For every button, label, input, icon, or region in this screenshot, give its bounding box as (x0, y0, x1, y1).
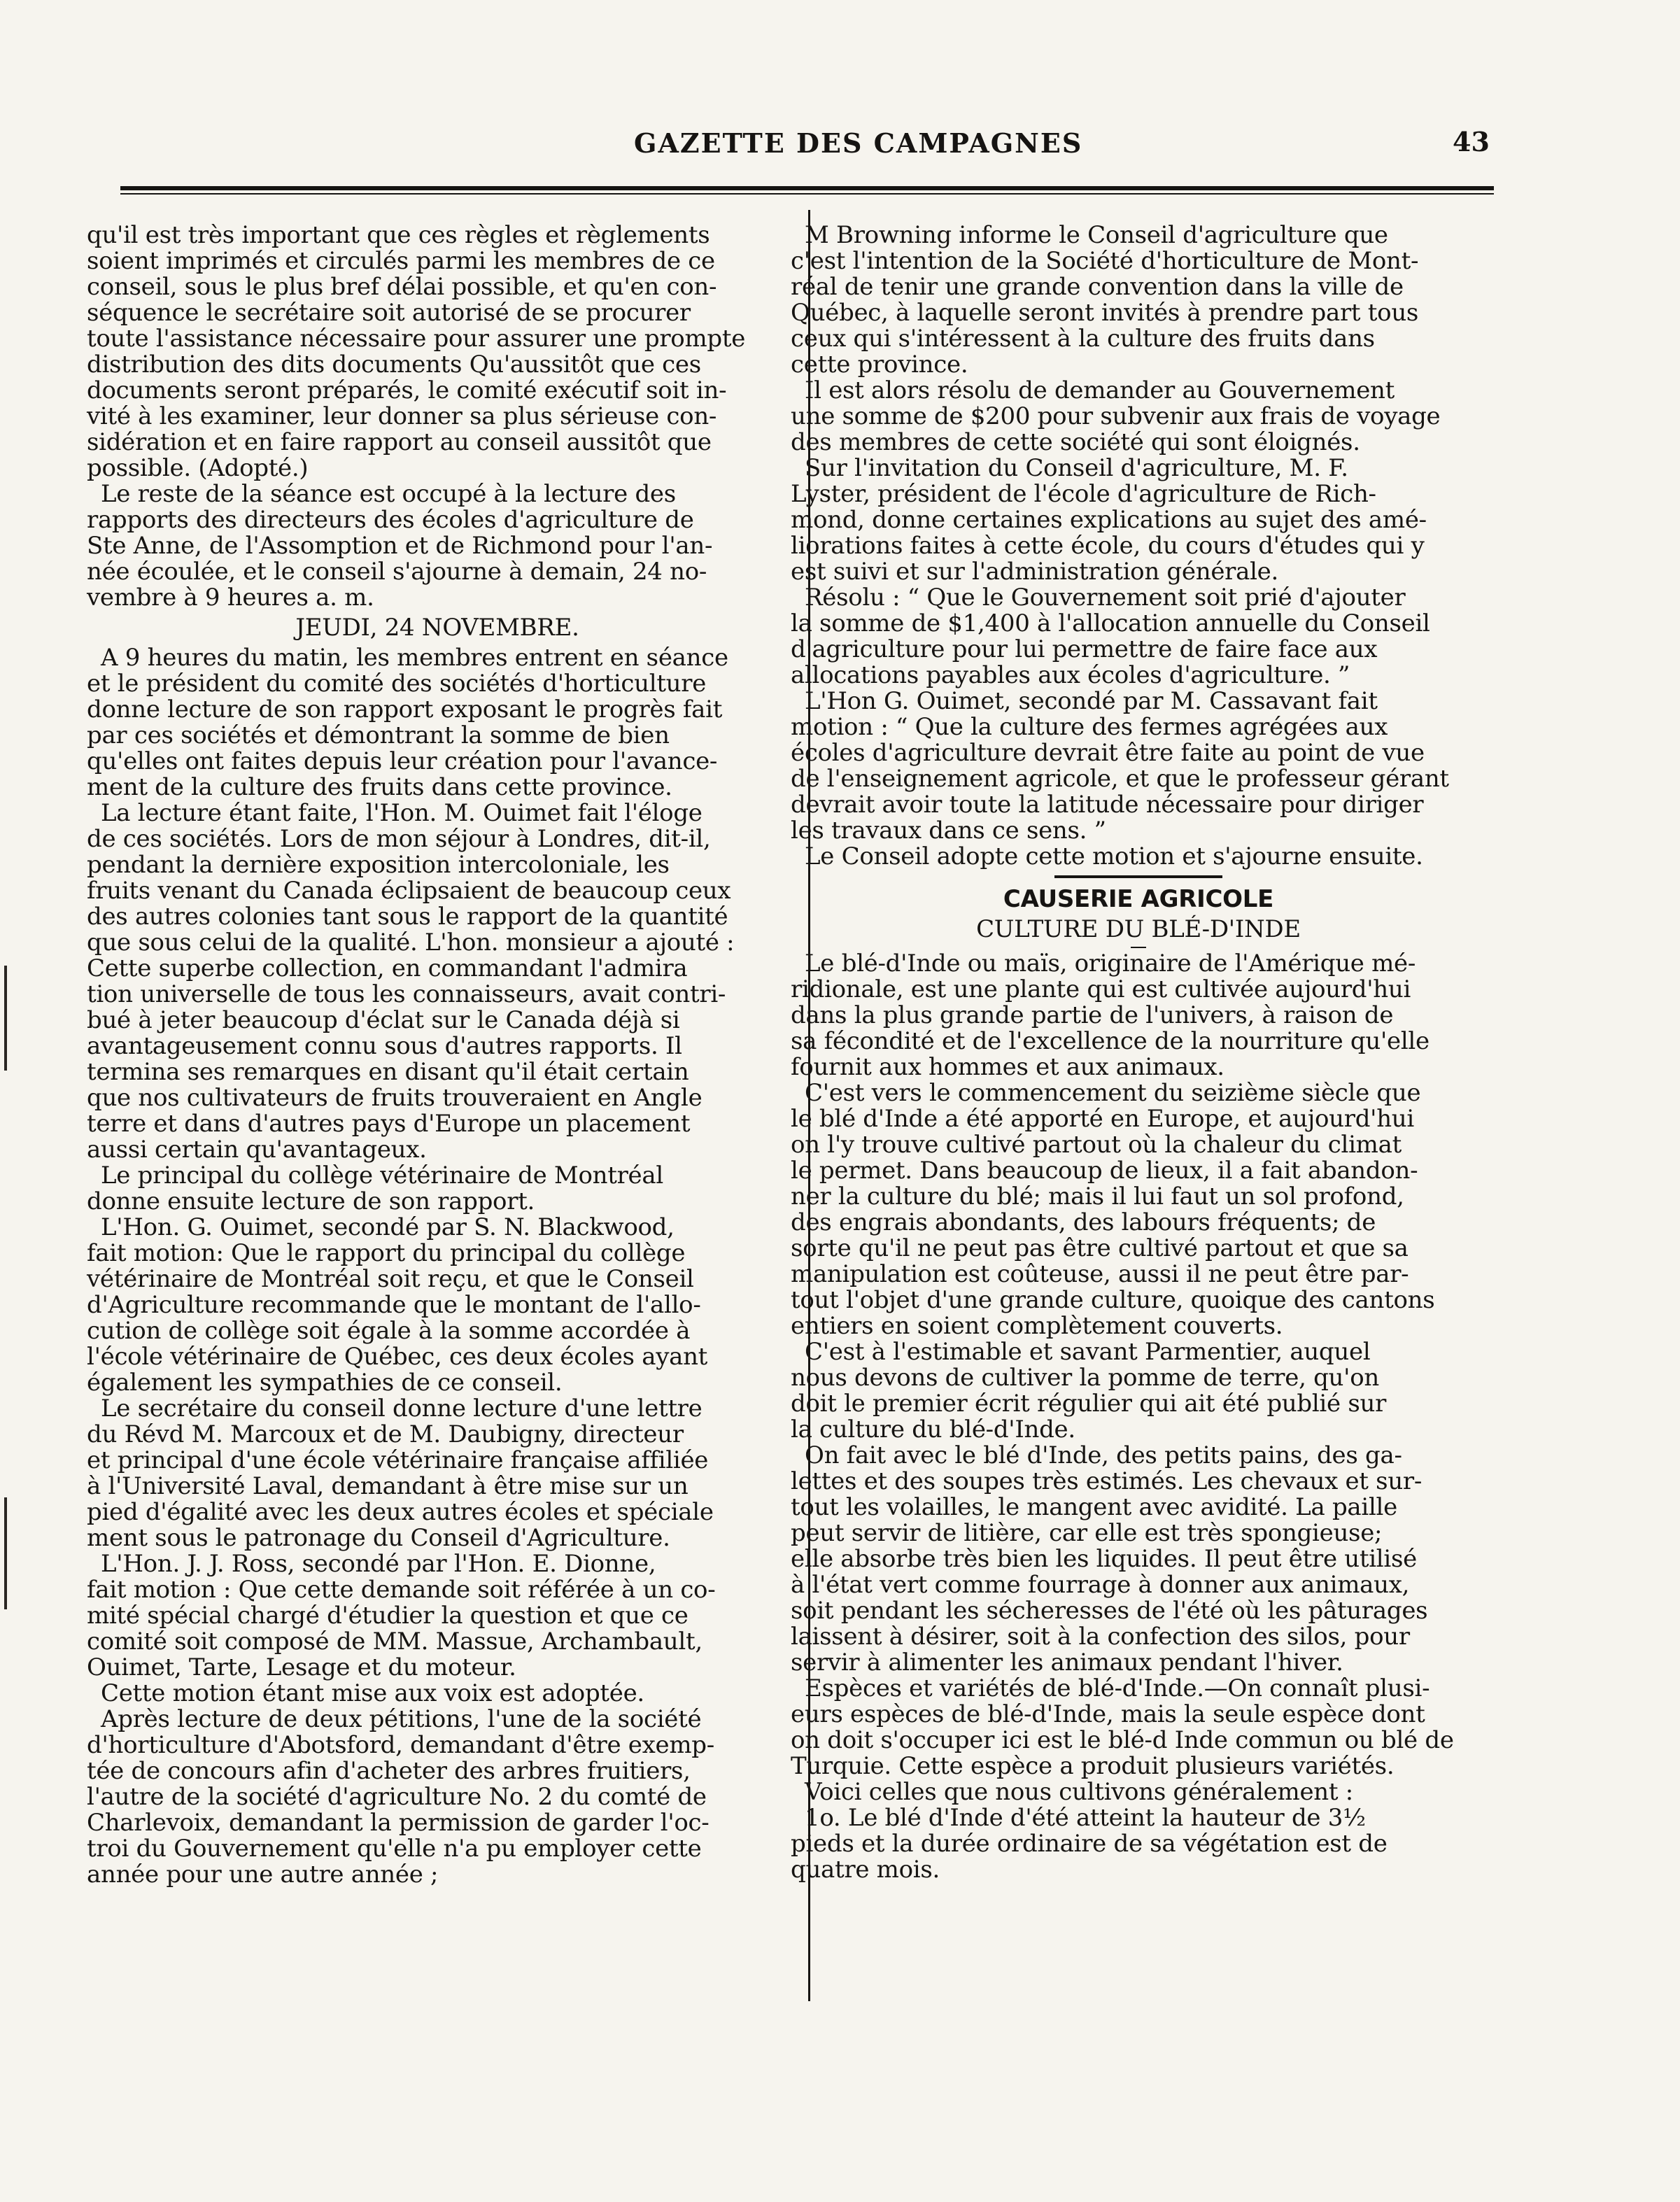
text-line: L'Hon G. Ouimet, secondé par M. Cassavant fait (805, 687, 1378, 715)
left-binding-mark (4, 1497, 7, 1609)
text-line: on doit s'occuper ici est le blé-d Inde commun ou blé de (791, 1726, 1454, 1754)
text-line: de l'enseignement agricole, et que le professeur gérant (791, 765, 1449, 793)
text-line: des engrais abondants, des labours fréquents; de (791, 1208, 1376, 1236)
text-line: mité spécial chargé d'étudier la question et que ce (87, 1602, 689, 1630)
text-line: Le principal du collège vétérinaire de Montréal (101, 1162, 663, 1190)
text-line: nous devons de cultiver la pomme de terre, qu'on (791, 1364, 1379, 1392)
section-title: CAUSERIE AGRICOLE (1003, 885, 1274, 913)
text-line: avantageusement connu sous d'autres rapports. Il (87, 1032, 682, 1060)
text-line: le blé d'Inde a été apporté en Europe, et aujourd'hui (791, 1105, 1414, 1133)
text-line: qu'il est très important que ces règles et règlements (87, 221, 710, 249)
text-line: servir à alimenter les animaux pendant l'hiver. (791, 1649, 1343, 1677)
text-line: tout l'objet d'une grande culture, quoique des cantons (791, 1286, 1435, 1314)
text-line: à l'Université Laval, demandant à être mise sur un (87, 1472, 689, 1500)
text-line: Ste Anne, de l'Assomption et de Richmond pour l'an- (87, 532, 713, 560)
text-line: ment de la culture des fruits dans cette province. (87, 773, 672, 801)
text-line: troi du Gouvernement qu'elle n'a pu employer cette (87, 1835, 702, 1863)
text-line: motion : “ Que la culture des fermes agrégées aux (791, 713, 1388, 741)
text-line: C'est à l'estimable et savant Parmentier, auquel (805, 1338, 1371, 1366)
text-line: ner la culture du blé; mais il lui faut un sol profond, (791, 1183, 1404, 1211)
text-line: qu'elles ont faites depuis leur création pour l'avance- (87, 747, 718, 775)
text-line: Ouimet, Tarte, Lesage et du moteur. (87, 1653, 516, 1681)
text-line: fait motion: Que le rapport du principal du collège (87, 1239, 686, 1267)
text-line: des autres colonies tant sous le rapport de la quantité (87, 903, 728, 931)
section-subtitle: CULTURE DU BLÉ-D'INDE (976, 915, 1301, 943)
text-line: des membres de cette société qui sont éloignés. (791, 428, 1360, 456)
text-line: on l'y trouve cultivé partout où la chaleur du climat (791, 1131, 1402, 1159)
text-line: Cette motion étant mise aux voix est adoptée. (101, 1679, 644, 1707)
text-line: laissent à désirer, soit à la confection des silos, pour (791, 1623, 1410, 1651)
section-divider (1054, 875, 1222, 878)
text-line: fournit aux hommes et aux animaux. (791, 1053, 1224, 1081)
text-line: à l'état vert comme fourrage à donner aux animaux, (791, 1571, 1410, 1599)
text-line: Le blé-d'Inde ou maïs, originaire de l'Amérique mé- (805, 950, 1416, 978)
text-line: ceux qui s'intéressent à la culture des fruits dans (791, 325, 1375, 353)
text-line: soit pendant les sécheresses de l'été où les pâturages (791, 1597, 1428, 1625)
text-line: possible. (Adopté.) (87, 454, 309, 482)
text-line: distribution des dits documents Qu'aussitôt que ces (87, 351, 701, 379)
text-line: Espèces et variétés de blé-d'Inde.—On connaît plusi- (805, 1674, 1430, 1702)
text-line: L'Hon. G. Ouimet, secondé par S. N. Blackwood, (101, 1213, 675, 1241)
text-line: toute l'assistance nécessaire pour assurer une prompte (87, 325, 746, 353)
text-line: les travaux dans ce sens. ” (791, 817, 1106, 845)
text-line: sidération et en faire rapport au conseil aussitôt que (87, 428, 712, 456)
page-number: 43 (1453, 126, 1490, 157)
subtitle-dash (1131, 947, 1146, 948)
text-line: la somme de $1,400 à l'allocation annuelle du Conseil (791, 609, 1430, 637)
text-line: une somme de $200 pour subvenir aux frais de voyage (791, 402, 1441, 430)
text-line: cette province. (791, 351, 968, 379)
text-line: manipulation est coûteuse, aussi il ne peut être par- (791, 1260, 1409, 1288)
text-line: bué à jeter beaucoup d'éclat sur le Canada déjà si (87, 1006, 680, 1034)
text-line: d'Agriculture recommande que le montant de l'allo- (87, 1291, 701, 1319)
text-line: Il est alors résolu de demander au Gouvernement (805, 376, 1395, 404)
text-line: mond, donne certaines explications au sujet des amé- (791, 506, 1427, 534)
text-line: par ces sociétés et démontrant la somme de bien (87, 721, 670, 749)
text-line: tée de concours afin d'acheter des arbres fruitiers, (87, 1757, 691, 1785)
text-line: A 9 heures du matin, les membres entrent en séance (101, 644, 728, 672)
left-column (87, 223, 788, 1888)
text-line: fait motion : Que cette demande soit référée à un co- (87, 1576, 716, 1604)
text-line: soient imprimés et circulés parmi les membres de ce (87, 247, 715, 275)
right-column (791, 223, 1486, 1883)
text-line: liorations faites à cette école, du cours d'études qui y (791, 532, 1425, 560)
text-line: Le secrétaire du conseil donne lecture d'une lettre (101, 1395, 703, 1423)
text-line: doit le premier écrit régulier qui ait été publié sur (791, 1390, 1387, 1418)
text-line: aussi certain qu'avantageux. (87, 1136, 427, 1164)
text-line: née écoulée, et le conseil s'ajourne à demain, 24 no- (87, 558, 707, 586)
text-line: Turquie. Cette espèce a produit plusieurs variétés. (791, 1752, 1395, 1780)
text-line: eurs espèces de blé-d'Inde, mais la seule espèce dont (791, 1700, 1425, 1728)
text-line: également les sympathies de ce conseil. (87, 1369, 563, 1397)
text-line: vembre à 9 heures a. m. (87, 584, 374, 612)
text-line: Résolu : “ Que le Gouvernement soit prié d'ajouter (805, 584, 1406, 612)
text-line: Cette superbe collection, en commandant l'admira (87, 954, 688, 982)
text-line: la culture du blé-d'Inde. (791, 1416, 1075, 1444)
text-line: conseil, sous le plus bref délai possible, et qu'en con- (87, 273, 717, 301)
date-heading: JEUDI, 24 NOVEMBRE. (295, 614, 579, 642)
text-line: ridionale, est une plante qui est cultivée aujourd'hui (791, 975, 1411, 1003)
text-line: tout les volailles, le mangent avec avidité. La paille (791, 1493, 1397, 1521)
text-line: l'autre de la société d'agriculture No. 2 du comté de (87, 1783, 707, 1811)
text-line: terre et dans d'autres pays d'Europe un placement (87, 1110, 691, 1138)
text-line: pendant la dernière exposition intercoloniale, les (87, 851, 670, 879)
text-line: de ces sociétés. Lors de mon séjour à Londres, dit-il, (87, 825, 711, 853)
text-line: sorte qu'il ne peut pas être cultivé partout et que sa (791, 1234, 1409, 1262)
text-line: séquence le secrétaire soit autorisé de se procurer (87, 299, 691, 327)
text-line: l'école vétérinaire de Québec, ces deux écoles ayant (87, 1343, 708, 1371)
text-line: que nos cultivateurs de fruits trouveraient en Angle (87, 1084, 703, 1112)
text-line: M Browning informe le Conseil d'agriculture que (805, 221, 1388, 249)
text-line: le permet. Dans beaucoup de lieux, il a fait abandon- (791, 1157, 1418, 1185)
text-line: quatre mois. (791, 1856, 940, 1884)
text-line: Le Conseil adopte cette motion et s'ajourne ensuite. (805, 842, 1423, 870)
header-rule (120, 186, 1494, 190)
text-line: Voici celles que nous cultivons généralement : (805, 1778, 1353, 1806)
text-line: d'horticulture d'Abotsford, demandant d'être exemp- (87, 1731, 714, 1759)
text-line: ment sous le patronage du Conseil d'Agriculture. (87, 1524, 670, 1552)
text-line: donne lecture de son rapport exposant le progrès fait (87, 696, 723, 724)
text-line: pieds et la durée ordinaire de sa végétation est de (791, 1830, 1388, 1858)
text-line: vité à les examiner, leur donner sa plus sérieuse con- (87, 402, 717, 430)
text-line: cution de collège soit égale à la somme accordée à (87, 1317, 691, 1345)
text-line: et le président du comité des sociétés d'horticulture (87, 670, 707, 698)
text-line: Le reste de la séance est occupé à la lecture des (101, 480, 676, 508)
text-line: On fait avec le blé d'Inde, des petits pains, des ga- (805, 1441, 1402, 1469)
text-line: allocations payables aux écoles d'agriculture. ” (791, 661, 1350, 689)
text-line: est suivi et sur l'administration générale. (791, 558, 1278, 586)
text-line: que sous celui de la qualité. L'hon. monsieur a ajouté : (87, 929, 735, 957)
text-line: donne ensuite lecture de son rapport. (87, 1187, 535, 1215)
text-line: fruits venant du Canada éclipsaient de beaucoup ceux (87, 877, 731, 905)
text-line: Québec, à laquelle seront invités à prendre part tous (791, 299, 1419, 327)
text-line: tion universelle de tous les connaisseurs, avait contri- (87, 980, 726, 1008)
text-line: devrait avoir toute la latitude nécessaire pour diriger (791, 791, 1424, 819)
page-header-title: GAZETTE DES CAMPAGNES (634, 127, 1083, 159)
text-line: année pour une autre année ; (87, 1861, 439, 1889)
text-line: du Révd M. Marcoux et de M. Daubigny, directeur (87, 1420, 684, 1448)
text-line: écoles d'agriculture devrait être faite au point de vue (791, 739, 1425, 767)
text-line: d'agriculture pour lui permettre de faire face aux (791, 635, 1378, 663)
text-line: L'Hon. J. J. Ross, secondé par l'Hon. E. Dionne, (101, 1550, 656, 1578)
text-line: dans la plus grande partie de l'univers, à raison de (791, 1001, 1394, 1029)
text-line: c'est l'intention de la Société d'horticulture de Mont- (791, 247, 1419, 275)
text-line: Sur l'invitation du Conseil d'agriculture, M. F. (805, 454, 1348, 482)
text-line: vétérinaire de Montréal soit reçu, et que le Conseil (87, 1265, 694, 1293)
text-line: termina ses remarques en disant qu'il était certain (87, 1058, 689, 1086)
text-line: pied d'égalité avec les deux autres écoles et spéciale (87, 1498, 714, 1526)
header-rule-thin (120, 193, 1494, 195)
text-line: 1o. Le blé d'Inde d'été atteint la hauteur de 3½ (805, 1804, 1366, 1832)
text-line: comité soit composé de MM. Massue, Archambault, (87, 1628, 703, 1656)
text-line: elle absorbe très bien les liquides. Il peut être utilisé (791, 1545, 1417, 1573)
text-line: rapports des directeurs des écoles d'agriculture de (87, 506, 694, 534)
text-line: entiers en soient complètement couverts. (791, 1312, 1283, 1340)
text-line: réal de tenir une grande convention dans la ville de (791, 273, 1404, 301)
text-line: Après lecture de deux pétitions, l'une de la société (101, 1705, 702, 1733)
text-line: et principal d'une école vétérinaire française affiliée (87, 1446, 709, 1474)
text-line: Charlevoix, demandant la permission de garder l'oc- (87, 1809, 710, 1837)
left-binding-mark (4, 966, 7, 1071)
text-line: Lyster, président de l'école d'agriculture de Rich- (791, 480, 1376, 508)
text-line: La lecture étant faite, l'Hon. M. Ouimet fait l'éloge (101, 799, 703, 827)
text-line: documents seront préparés, le comité exécutif soit in- (87, 376, 727, 404)
text-line: C'est vers le commencement du seizième siècle que (805, 1079, 1421, 1107)
text-line: lettes et des soupes très estimés. Les chevaux et sur- (791, 1467, 1423, 1495)
text-line: sa fécondité et de l'excellence de la nourriture qu'elle (791, 1027, 1430, 1055)
text-line: peut servir de litière, car elle est très spongieuse; (791, 1519, 1383, 1547)
